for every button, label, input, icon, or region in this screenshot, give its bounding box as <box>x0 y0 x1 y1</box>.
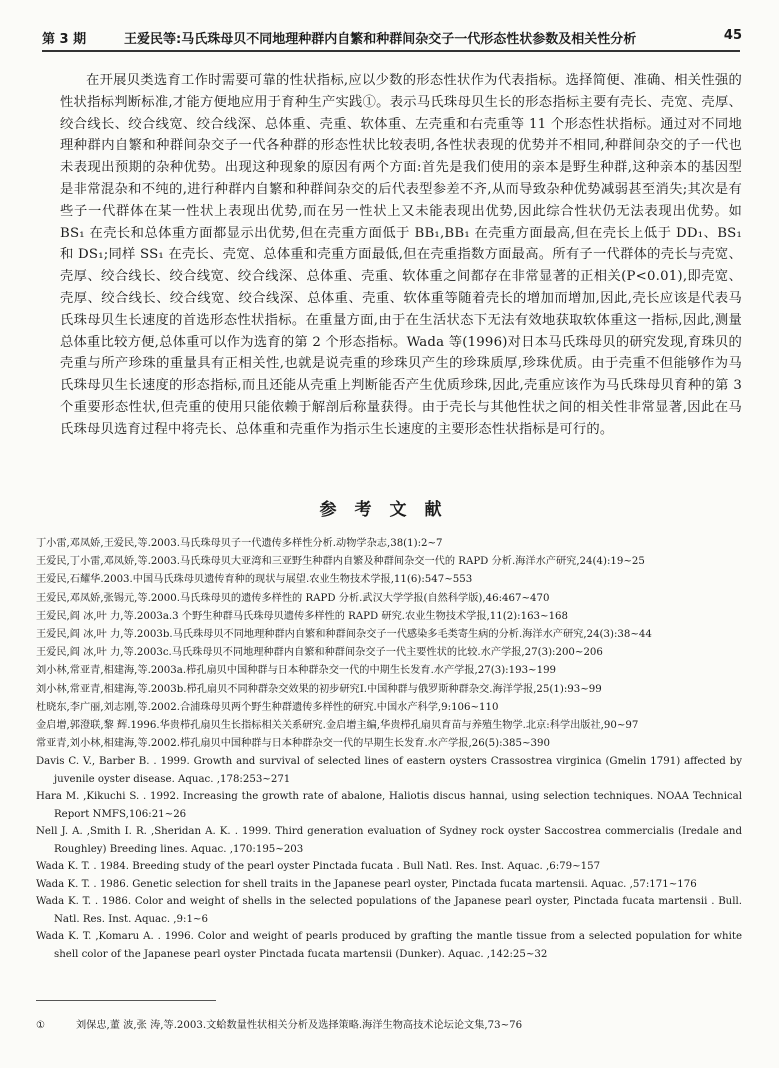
body-paragraph: 在开展贝类选育工作时需要可靠的性状指标,应以少数的形态性状作为代表指标。选择简便、准确、相关性强的性状指标判断标准,才能方便地应用于育种生产实践①。表示马氏珠母贝生长的形态指标主要有壳长、壳宽、壳厚、绞合线长、绞合线宽、绞合线深、总体重、壳重、软体重、左壳重和右壳重等 11 个形态性状指标。通过对不同地理种群内自繁和种群间杂交子一代各种群的形态性状比较表明,各性状表现的优势并不相同,种群间杂交的子一代也未表现出预期的杂种优势。出现这种现象的原因有两个方面:首先是我们使用的亲本是野生种群,这种亲本的基因型是非常混杂和不纯的,进行种群内自繁和种群间杂交的后代表型参差不齐,从而导致杂种优势减弱甚至消失;其次是有些子一代群体在某一性状上表现出优势,而在另一性状上又未能表现出优势,因此综合性状仍无法表现出优势。如 BS₁ 在壳长和总体重方面都显示出优势,但在壳重方面低于 BB₁,BB₁ 在壳重方面最高,但在壳长上低于 DD₁、BS₁ 和 DS₁;同样 SS₁ 在壳长、壳宽、总体重和壳重方面最低,但在壳重指数方面最高。所有子一代群体的壳长与壳宽、壳厚、绞合线长、绞合线宽、绞合线深、总体重、壳重、软体重之间都存在非常显著的正相关(P<0.01),即壳宽、壳厚、绞合线长、绞合线宽、绞合线深、总体重、壳重、软体重等随着壳长的增加而增加,因此,壳长应该是代表马氏珠母贝生长速度的首选形态性状指标。在重量方面,由于在生活状态下无法有效地获取软体重这一指标,因此,测量总体重比较方便,总体重可以作为选育的第 2 个形态指标。Wada 等(1996)对日本马氏珠母贝的研究发现,育珠贝的壳重与所产珍珠的重量具有正相关性,也就是说壳重的珍珠贝产生的珍珠质厚,珍珠优质。由于壳重不但能够作为马氏珠母贝生长速度的形态指标,而且还能从壳重上判断能否产生优质珍珠,因此,壳重应该作为马氏珠母贝育种的第 3 个重要形态性状,但壳重的使用只能依赖于解剖后称量获得。由于壳长与其他性状之间的相关性非常显著,因此在马氏珠母贝选育过程中将壳长、总体重和壳重作为指示生长速度的主要形态性状指标是可行的。 <box>60 73 742 437</box>
reference-list <box>36 535 742 963</box>
issue-number: 第 3 期 <box>42 32 87 47</box>
running-title: 王爱民等:马氏珠母贝不同地理种群内自繁和种群间杂交子一代形态性状参数及相关性分析 <box>124 32 637 47</box>
running-header <box>42 28 742 52</box>
reference-item: Davis C. V., Barber B. . 1999. Growth and survival of selected lines of eastern oysters Crassostrea virginica (Gmelin 1791) affected by juvenile oyster disease. Aquac. ,178:253~271 <box>36 756 742 785</box>
reference-item: Wada K. T. . 1986. Color and weight of shells in the selected populations of the Japanese pearl oyster, Pinctada fucata martensii . Bull. Natl. Res. Inst. Aquac. ,9:1~6 <box>36 896 742 925</box>
references-heading: 参考文献 <box>319 500 460 520</box>
reference-item: 常亚青,刘小林,相建海,等.2002.栉孔扇贝中国种群与日本种群杂交一代的早期生长发育.水产学报,26(5):385~390 <box>36 738 550 750</box>
page-number: 45 <box>723 28 742 43</box>
footnote <box>36 1018 742 1034</box>
reference-item: 刘小林,常亚青,相建海,等.2003a.栉孔扇贝中国种群与日本种群杂交一代的中期生长发育.水产学报,27(3):193~199 <box>36 665 557 677</box>
reference-item: Wada K. T. ,Komaru A. . 1996. Color and weight of pearls produced by grafting the mantle tissue from a selected population for white shell color of the Japanese pearl oyster Pinctada fucata martensii (Dunker). Aquac. ,142:25~32 <box>36 931 742 960</box>
reference-item: 王爱民,丁小雷,邓凤娇,等.2003.马氏珠母贝大亚湾和三亚野生种群内自繁及种群间杂交一代的 RAPD 分析.海洋水产研究,24(4):19~25 <box>36 556 645 568</box>
header-rule <box>42 50 740 52</box>
footnote-text: 刘保忠,董 波,张 涛,等.2003.文蛤数量性状相关分析及选择策略.海洋生物高技术论坛论文集,73~76 <box>76 1020 523 1031</box>
reference-item: 王爱民,阎 冰,叶 力,等.2003b.马氏珠母贝不同地理种群内自繁和种群间杂交子一代感染多毛类寄生病的分析.海洋水产研究,24(3):38~44 <box>36 629 652 641</box>
reference-item: 王爱民,邓凤娇,张锡元,等.2000.马氏珠母贝的遗传多样性的 RAPD 分析.武汉大学学报(自然科学版),46:467~470 <box>36 592 550 604</box>
reference-item: 王爱民,阎 冰,叶 力,等.2003a.3 个野生种群马氏珠母贝遗传多样性的 RAPD 研究.农业生物技术学报,11(2):163~168 <box>36 610 569 622</box>
reference-item: Hara M. ,Kikuchi S. . 1992. Increasing the growth rate of abalone, Haliotis discus hannai, using selection techniques. NOAA Technical Report NMFS,106:21~26 <box>36 791 742 820</box>
reference-item: 王爱民,阎 冰,叶 力,等.2003c.马氏珠母贝不同地理种群内自繁和种群间杂交子一代主要性状的比较.水产学报,27(3):200~206 <box>36 647 603 659</box>
reference-item: 杜晓东,李广丽,刘志刚,等.2002.合浦珠母贝两个野生种群遗传多样性的研究.中国水产科学,9:106~110 <box>36 701 499 713</box>
footnote-marker: ① <box>36 1020 46 1031</box>
reference-item: 金启增,郭澄联,黎 辉.1996.华贵栉孔扇贝生长指标相关关系研究.金启增主编,华贵栉孔扇贝育苗与养殖生物学.北京:科学出版社,90~97 <box>36 720 639 732</box>
reference-item: Nell J. A. ,Smith I. R. ,Sheridan A. K. . 1999. Third generation evaluation of Sydney rock oyster Saccostrea commercialis (Iredale and Roughley) Breeding lines. Aquac. ,170:195~203 <box>36 826 742 855</box>
footnote-rule <box>36 1000 216 1001</box>
reference-item: 丁小雷,邓凤娇,王爱民,等.2003.马氏珠母贝子一代遗传多样性分析.动物学杂志,38(1):2~7 <box>36 538 443 549</box>
reference-item: Wada K. T. . 1984. Breeding study of the pearl oyster Pinctada fucata . Bull Natl. Res. Inst. Aquac. ,6:79~157 <box>36 861 601 873</box>
reference-item: 王爱民,石耀华.2003.中国马氏珠母贝遗传育种的现状与展望.农业生物技术学报,11(6):547~553 <box>36 574 473 586</box>
reference-item: Wada K. T. . 1986. Genetic selection for shell traits in the Japanese pearl oyster, Pinctada fucata martensii. Aquac. ,57:171~176 <box>36 878 697 890</box>
reference-item: 刘小林,常亚青,相建海,等.2003b.栉孔扇贝不同种群杂交效果的初步研究Ⅰ.中国种群与俄罗斯种群杂交.海洋学报,25(1):93~99 <box>36 683 602 695</box>
